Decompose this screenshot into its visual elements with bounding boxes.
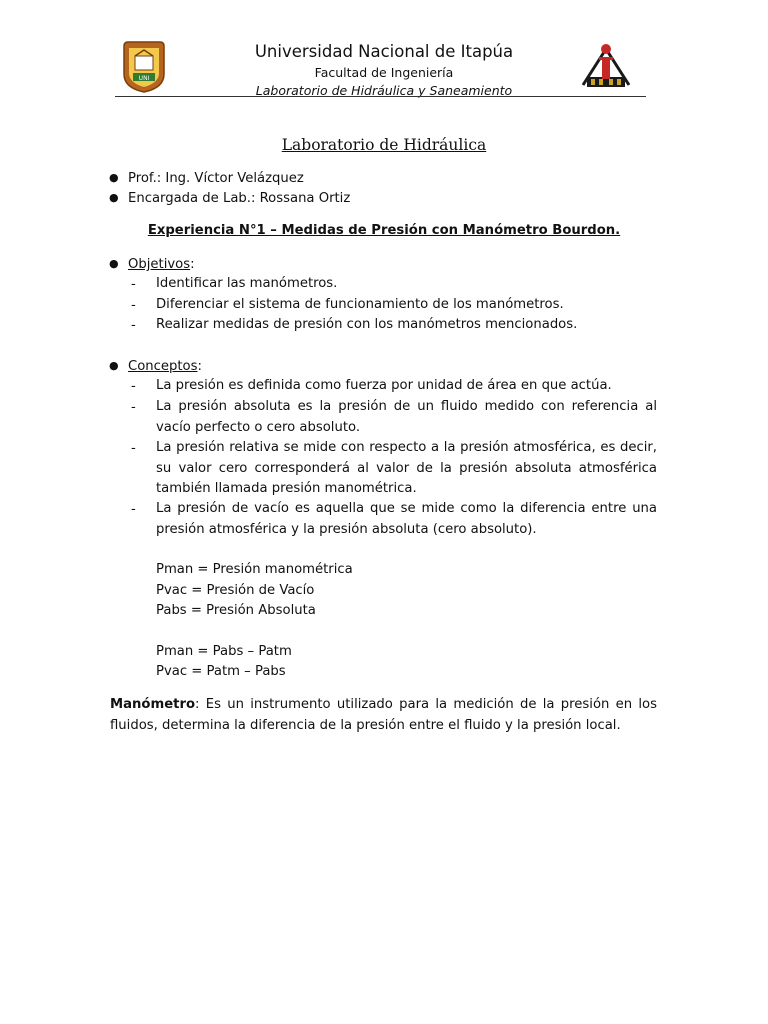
experience-title: Experiencia N°1 – Medidas de Presión con Manómetro Bourdon.	[147, 223, 621, 238]
manometro-paragraph	[110, 695, 657, 736]
concept-item: La presión relativa se mide con respecto a la presión atmosférica, es decir, su valor cero corresponderá al valor de la presión absoluta atmosférica también llamada presión manométrica.	[156, 440, 657, 496]
bullet-icon: ●	[109, 191, 119, 204]
dash-icon: -	[131, 441, 136, 456]
concept-item: La presión de vacío es aquella que se mide como la diferencia entre una presión atmosférica y la presión absoluta (cero absoluto).	[156, 501, 657, 537]
faculty-logo	[579, 41, 633, 93]
dash-icon: -	[131, 298, 136, 313]
svg-text:UNI: UNI	[138, 75, 150, 82]
bullet-icon: ●	[109, 359, 119, 372]
concept-item: La presión es definida como fuerza por unidad de área en que actúa.	[156, 378, 612, 393]
dash-icon: -	[131, 318, 136, 333]
dash-icon: -	[131, 400, 136, 415]
lab-manager-line: Encargada de Lab.: Rossana Ortiz	[128, 191, 351, 206]
objective-item: Diferenciar el sistema de funcionamiento de los manómetros.	[156, 297, 564, 312]
definition-line: Pabs = Presión Absoluta	[156, 603, 316, 618]
objective-item: Realizar medidas de presión con los manómetros mencionados.	[156, 317, 578, 332]
university-name: Universidad Nacional de Itapúa	[254, 42, 514, 61]
formula-line: Pman = Pabs – Patm	[156, 644, 292, 659]
manometro-definition: : Es un instrumento utilizado para la medición de la presión en los fluidos, determina la diferencia de la presión entre el fluido y la presión local.	[110, 697, 657, 733]
laboratory-name: Laboratorio de Hidráulica y Saneamiento	[255, 83, 513, 98]
objectives-heading: Objetivos:	[128, 257, 195, 272]
formula-line: Pvac = Patm – Pabs	[156, 664, 286, 679]
concept-item: La presión absoluta es la presión de un fluido medido con referencia al vacío perfecto o cero absoluto.	[156, 399, 657, 435]
dash-icon: -	[131, 502, 136, 517]
bullet-icon: ●	[109, 171, 119, 184]
manometro-term: Manómetro	[110, 697, 196, 712]
objective-item: Identificar las manómetros.	[156, 276, 338, 291]
definition-line: Pman = Presión manométrica	[156, 562, 353, 577]
dash-icon: -	[131, 379, 136, 394]
concepts-heading: Conceptos:	[128, 359, 202, 374]
faculty-name: Facultad de Ingeniería	[314, 65, 454, 80]
definition-line: Pvac = Presión de Vacío	[156, 583, 315, 598]
dash-icon: -	[131, 277, 136, 292]
bullet-icon: ●	[109, 257, 119, 270]
header-divider	[115, 96, 646, 97]
professor-line: Prof.: Ing. Víctor Velázquez	[128, 171, 304, 186]
page-title: Laboratorio de Hidráulica	[281, 136, 487, 154]
